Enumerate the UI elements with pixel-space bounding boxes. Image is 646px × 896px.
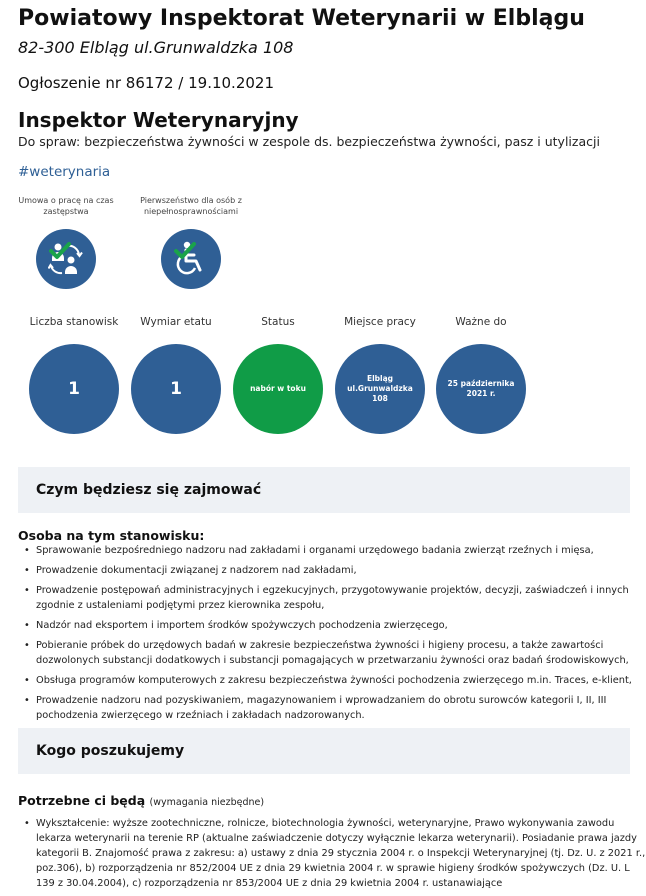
- stat-value: Elbląg ul.Grunwaldzka 108: [335, 344, 425, 434]
- stat-workplace: [330, 316, 430, 434]
- feature-label: Pierwszeństwo dla osób z niepełnosprawnościami: [140, 196, 242, 216]
- feature-label: Umowa o pracę na czas zastępstwa: [18, 196, 114, 216]
- requirements-subheading: [18, 793, 264, 808]
- wheelchair-icon: [161, 229, 221, 289]
- stat-value: 1: [131, 344, 221, 434]
- list-item: • Pobieranie próbek do urzędowych badań w zakresie bezpieczeństwa żywności i higieny procesu, a także zawartości dozwolonych substancji dodatkowych i substancji pomagających w przetwarzaniu żywności oraz badań środowiskowych,: [36, 638, 646, 668]
- check-icon: [173, 241, 197, 261]
- stat-value: 25 października 2021 r.: [436, 344, 526, 434]
- job-title: Inspektor Weterynaryjny: [18, 108, 299, 132]
- stat-label: Miejsce pracy: [344, 316, 416, 328]
- stat-value: 1: [29, 344, 119, 434]
- stat-label: Wymiar etatu: [140, 316, 212, 328]
- check-icon: [48, 241, 72, 261]
- job-subtitle: Do spraw: bezpieczeństwa żywności w zespole ds. bezpieczeństwa żywności, pasz i utylizacji: [18, 134, 600, 149]
- stat-label: Status: [261, 316, 295, 328]
- organization-name: Powiatowy Inspektorat Weterynarii w Elblągu: [18, 6, 585, 31]
- section-header-duties: Czym będziesz się zajmować: [18, 467, 630, 513]
- stat-valid-until: [431, 316, 531, 434]
- duties-subheading: Osoba na tym stanowisku:: [18, 528, 205, 543]
- stat-label: Liczba stanowisk: [29, 316, 119, 328]
- requirements-heading-text: Potrzebne ci będą: [18, 793, 146, 808]
- list-item: • Sprawowanie bezpośredniego nadzoru nad zakładami i organami urzędowego badania zwierząt rzeźnych i mięsa,: [36, 543, 646, 558]
- list-item: • Prowadzenie nadzoru nad pozyskiwaniem, magazynowaniem i wprowadzaniem do obrotu surowców kategorii I, II, III pochodzenia zwierzęcego w rzeźniach i zakładach nadzorowanych.: [36, 693, 646, 723]
- list-item: • Prowadzenie postępowań administracyjnych i egzekucyjnych, przygotowywanie projektów, decyzji, zaświadczeń i innych zgodnie z ustaleniami podjętymi przez kierownika zespołu,: [36, 583, 646, 613]
- feature-disability-priority: [131, 195, 251, 289]
- people-exchange-icon: [36, 229, 96, 289]
- list-item: • Wykształcenie: wyższe zootechniczne, rolnicze, biotechnologia żywności, weterynaryjne, Prawo wykonywania zawodu lekarza weterynarii na terenie RP (aktualne zaświadczenie dotyczy wyłącznie lekarza weterynarii). Posiadanie prawa jazdy kategorii B. Znajomość prawa z zakresu: a) ustawy z dnia 29 stycznia 2004 r. o Inspekcji Weterynaryjnej (tj. Dz. U. z 2021 r., poz.306), b) rozporządzenia nr 852/2004 UE z dnia 29 kwietnia 2004 r. w sprawie higieny środków spożywczych (Dz. U. L 139 z 30.04.2004), c) rozporządzenia nr 853/2004 UE z dnia 29 kwietnia 2004 r. ustanawiające: [36, 816, 646, 891]
- organization-address: 82-300 Elbląg ul.Grunwaldzka 108: [18, 38, 294, 57]
- feature-contract-type: [6, 195, 126, 289]
- stat-working-time: [126, 316, 226, 434]
- list-item: • Prowadzenie dokumentacji związanej z nadzorem nad zakładami,: [36, 563, 646, 578]
- stat-positions-count: [24, 316, 124, 434]
- requirements-heading-note: (wymagania niezbędne): [149, 797, 265, 808]
- stat-value: nabór w toku: [233, 344, 323, 434]
- section-header-requirements: Kogo poszukujemy: [18, 728, 630, 774]
- list-item: • Obsługa programów komputerowych z zakresu bezpieczeństwa żywności pochodzenia zwierzęcego m.in. Traces, e-klient,: [36, 673, 646, 688]
- stat-label: Ważne do: [455, 316, 507, 328]
- hashtag-link[interactable]: #weterynaria: [18, 164, 111, 180]
- list-item: • Nadzór nad eksportem i importem środków spożywczych pochodzenia zwierzęcego,: [36, 618, 646, 633]
- announcement-number: Ogłoszenie nr 86172 / 19.10.2021: [18, 74, 274, 92]
- requirements-list: [18, 816, 646, 896]
- duties-list: [18, 543, 646, 728]
- stat-status: [228, 316, 328, 434]
